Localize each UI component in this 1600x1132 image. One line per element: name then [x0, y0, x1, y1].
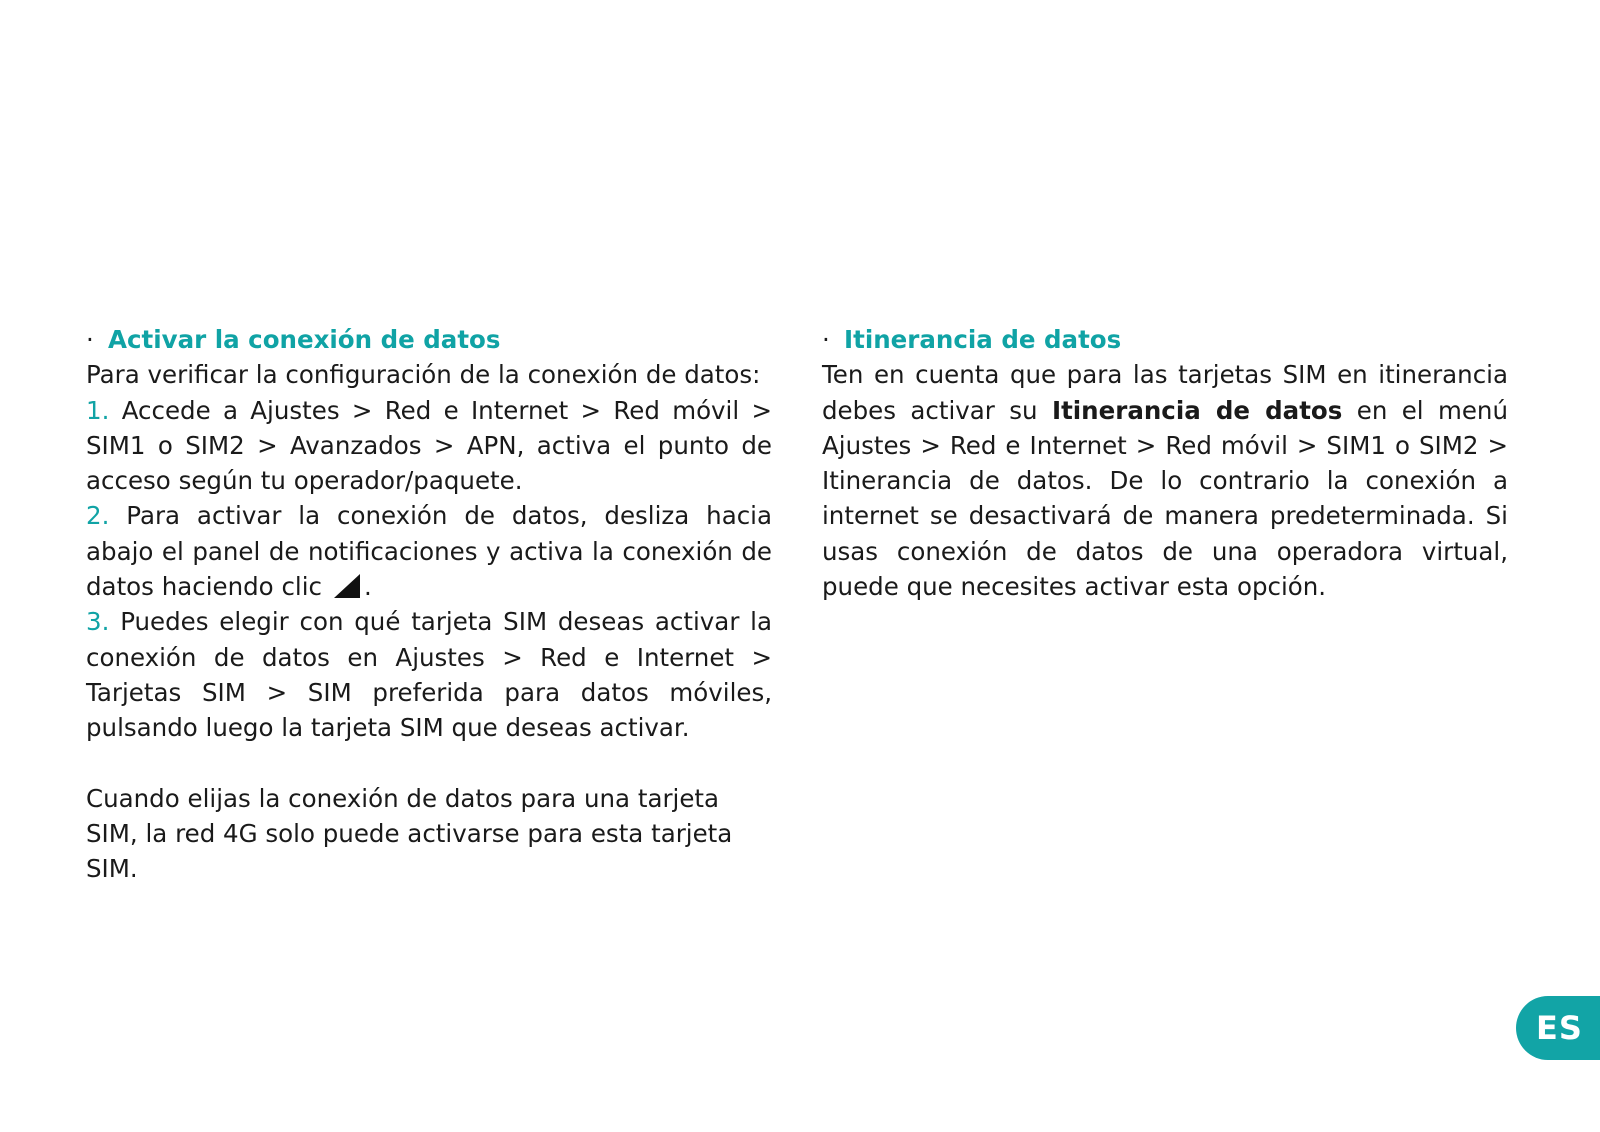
section-heading-data-connection — [86, 322, 772, 357]
step-1 — [86, 393, 772, 499]
step-number: 3. — [86, 607, 110, 637]
step-2 — [86, 498, 772, 604]
section-heading-roaming — [822, 322, 1508, 357]
paragraph-text: Ten en cuenta que para las tarjetas SIM en itinerancia debes activar su — [822, 360, 1508, 425]
bullet: · — [822, 325, 830, 354]
step-number: 2. — [86, 501, 110, 531]
heading-text: Itinerancia de datos — [844, 325, 1122, 354]
left-column — [86, 322, 772, 886]
step-text-end: . — [364, 572, 372, 602]
intro-text: Para verificar la configuración de la conexión de datos: — [86, 360, 761, 390]
spacer — [86, 746, 772, 781]
right-column — [822, 322, 1508, 604]
paragraph-text-end: en el menú Ajustes > Red e Internet > Red móvil > SIM1 o SIM2 > Itinerancia de datos. De lo contrario la conexión a internet se desactivará de manera predeterminada. Si usas conexión de datos de una operadora virtual, puede que necesites activar esta opción. — [822, 395, 1508, 602]
heading-text: Activar la conexión de datos — [108, 325, 501, 354]
step-text: Puedes elegir con qué tarjeta SIM deseas activar la conexión de datos en Ajustes > Red e Internet > Tarjetas SIM > SIM preferida para datos móviles, pulsando luego la tarjeta SIM que deseas activar. — [86, 607, 772, 743]
signal-strength-icon — [332, 573, 362, 599]
bullet: · — [86, 325, 94, 354]
step-number: 1. — [86, 395, 110, 425]
note-line-1: Cuando elijas la conexión de datos para una tarjeta — [86, 783, 720, 813]
language-tab — [1516, 996, 1600, 1060]
step-text: Accede a Ajustes > Red e Internet > Red móvil > SIM1 o SIM2 > Avanzados > APN, activa el punto de acceso según tu operador/paquete. — [86, 395, 772, 496]
step-3 — [86, 604, 772, 745]
step-text: Para activar la conexión de datos, desliza hacia abajo el panel de notificaciones y activa la conexión de datos haciendo clic — [86, 501, 773, 602]
note-line-2: SIM, la red 4G solo puede activarse para esta tarjeta SIM. — [86, 818, 733, 884]
language-label: ES — [1536, 1009, 1583, 1047]
bold-term: Itinerancia de datos — [1051, 395, 1343, 425]
roaming-paragraph — [822, 357, 1508, 604]
